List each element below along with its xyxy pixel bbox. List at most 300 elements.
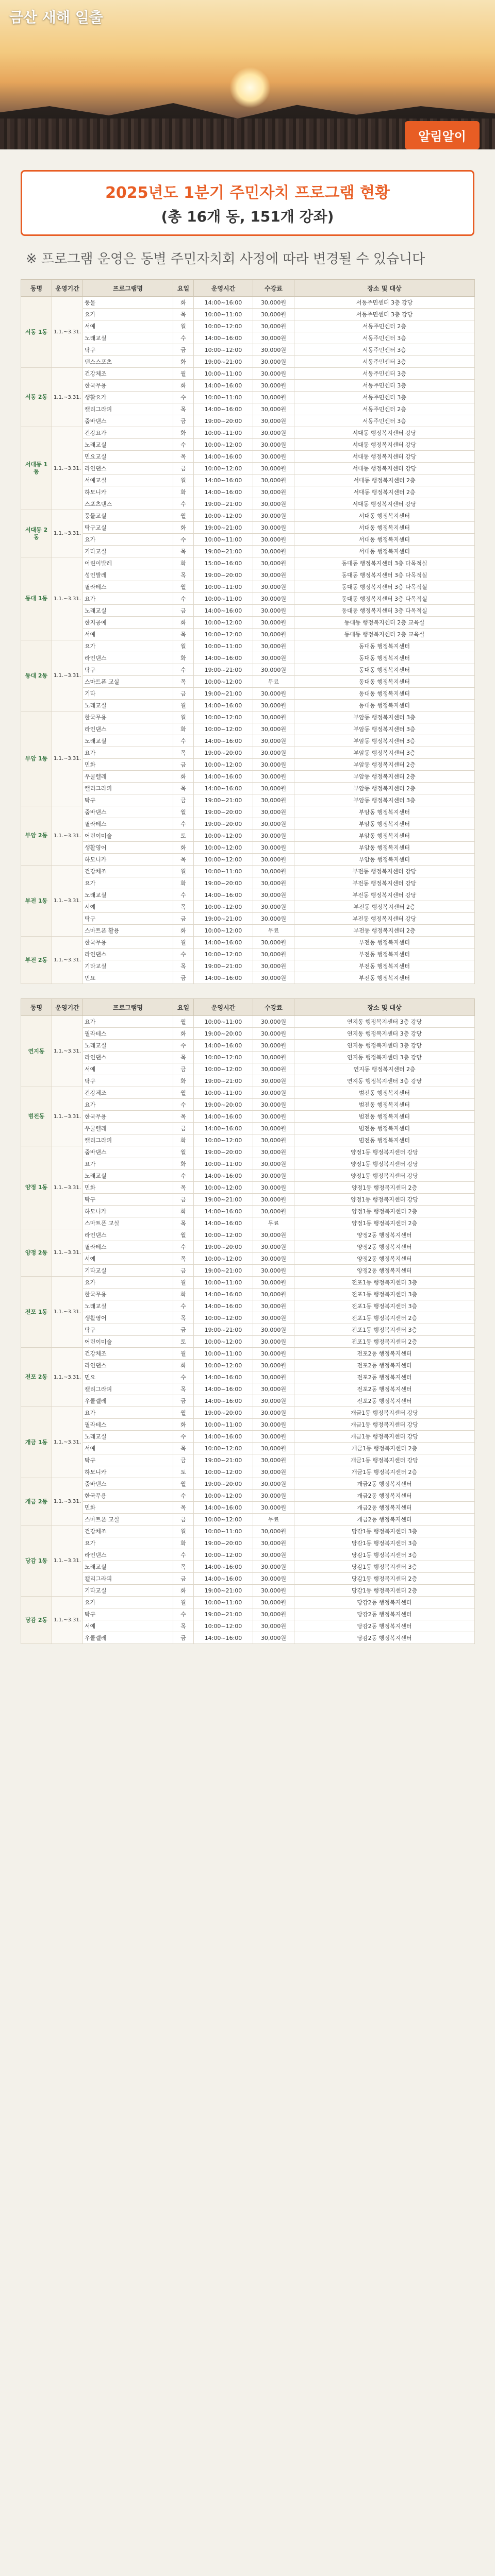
day-cell: 목: [173, 1182, 194, 1194]
day-cell: 월: [173, 866, 194, 877]
time-cell: 14:00~16:00: [194, 972, 253, 984]
program-name: 노래교실: [83, 889, 173, 901]
program-name: 노래교실: [83, 332, 173, 344]
area-name: 동대 1동: [21, 557, 52, 640]
time-cell: 19:00~21:00: [194, 664, 253, 676]
fee-cell: 30,000원: [253, 960, 294, 972]
period-cell: 1.1.~3.31.: [52, 1526, 83, 1597]
day-cell: 월: [173, 1407, 194, 1419]
fee-cell: 30,000원: [253, 1383, 294, 1395]
table-row: [21, 392, 475, 403]
table-row: [21, 1395, 475, 1407]
day-cell: 수: [173, 1371, 194, 1383]
time-cell: 14:00~16:00: [194, 403, 253, 415]
location-cell: 전포1동 행정복지센터 3층: [294, 1277, 475, 1289]
table-row: [21, 1194, 475, 1206]
fee-cell: 30,000원: [253, 806, 294, 818]
fee-cell: 30,000원: [253, 486, 294, 498]
time-cell: 10:00~11:00: [194, 1419, 253, 1431]
time-cell: 10:00~12:00: [194, 1443, 253, 1454]
program-name: 요가: [83, 1407, 173, 1419]
program-name: 라인댄스: [83, 1360, 173, 1371]
fee-cell: 30,000원: [253, 1336, 294, 1348]
program-name: 서예: [83, 1253, 173, 1265]
time-cell: 19:00~21:00: [194, 1075, 253, 1087]
time-cell: 19:00~20:00: [194, 747, 253, 759]
table-row: [21, 1514, 475, 1526]
time-cell: 14:00~16:00: [194, 1502, 253, 1514]
table-row: [21, 1348, 475, 1360]
day-cell: 월: [173, 1478, 194, 1490]
day-cell: 목: [173, 1052, 194, 1063]
day-cell: 화: [173, 297, 194, 309]
program-name: 기타: [83, 688, 173, 700]
fee-cell: 30,000원: [253, 1158, 294, 1170]
table-row: [21, 1454, 475, 1466]
period-cell: 1.1.~3.31.: [52, 510, 83, 557]
location-cell: 당감1동 행정복지센터 2층: [294, 1585, 475, 1597]
period-cell: 1.1.~3.31.: [52, 1407, 83, 1478]
location-cell: 부전동 행정복지센터 강당: [294, 866, 475, 877]
time-cell: 14:00~16:00: [194, 474, 253, 486]
day-cell: 수: [173, 1490, 194, 1502]
program-name: 노래교실: [83, 1431, 173, 1443]
time-cell: 10:00~11:00: [194, 866, 253, 877]
fee-cell: 30,000원: [253, 1360, 294, 1371]
table-row: [21, 546, 475, 557]
day-cell: 금: [173, 605, 194, 617]
table-row: [21, 1241, 475, 1253]
location-cell: 부암동 행정복지센터: [294, 806, 475, 818]
program-name: 필라테스: [83, 1419, 173, 1431]
day-cell: 수: [173, 1170, 194, 1182]
time-cell: 19:00~20:00: [194, 1099, 253, 1111]
time-cell: 10:00~12:00: [194, 925, 253, 937]
area-name: 동대 2동: [21, 640, 52, 711]
program-name: 건강체조: [83, 1526, 173, 1537]
fee-cell: 30,000원: [253, 1620, 294, 1632]
program-name: 하모니카: [83, 1466, 173, 1478]
location-cell: 당감2동 행정복지센터: [294, 1608, 475, 1620]
time-cell: 14:00~16:00: [194, 486, 253, 498]
area-name: 당감 1동: [21, 1526, 52, 1597]
program-name: 캘리그라피: [83, 403, 173, 415]
table-row: [21, 830, 475, 842]
table-row: [21, 1087, 475, 1099]
table-row: [21, 759, 475, 771]
fee-cell: 30,000원: [253, 1632, 294, 1644]
table-row: [21, 640, 475, 652]
period-cell: 1.1.~3.31.: [52, 1146, 83, 1229]
program-name: 한국무용: [83, 1289, 173, 1300]
program-name: 줌바댄스: [83, 415, 173, 427]
time-cell: 14:00~16:00: [194, 1123, 253, 1134]
program-name: 건강체조: [83, 368, 173, 380]
program-name: 노래교실: [83, 1040, 173, 1052]
location-cell: 개금1동 행정복지센터 2층: [294, 1443, 475, 1454]
fee-cell: 30,000원: [253, 1597, 294, 1608]
time-cell: 14:00~16:00: [194, 451, 253, 463]
time-cell: 10:00~12:00: [194, 1253, 253, 1265]
location-cell: 양정1동 행정복지센터 강당: [294, 1158, 475, 1170]
program-name: 캘리그라피: [83, 783, 173, 794]
day-cell: 수: [173, 332, 194, 344]
program-name: 스마트폰 활용: [83, 925, 173, 937]
table-row: [21, 723, 475, 735]
time-cell: 14:00~16:00: [194, 652, 253, 664]
table-row: [21, 1632, 475, 1644]
area-name: 서대동 2동: [21, 510, 52, 557]
table-row: [21, 1134, 475, 1146]
table-row: [21, 1561, 475, 1573]
day-cell: 목: [173, 1383, 194, 1395]
fee-cell: 30,000원: [253, 522, 294, 534]
day-cell: 수: [173, 392, 194, 403]
program-name: 요가: [83, 593, 173, 605]
fee-cell: 30,000원: [253, 581, 294, 593]
fee-cell: 30,000원: [253, 948, 294, 960]
fee-cell: 30,000원: [253, 629, 294, 640]
program-name: 스마트폰 교실: [83, 1217, 173, 1229]
program-name: 라인댄스: [83, 1229, 173, 1241]
table-row: [21, 1099, 475, 1111]
time-cell: 19:00~20:00: [194, 1146, 253, 1158]
day-cell: 월: [173, 1229, 194, 1241]
time-cell: 10:00~11:00: [194, 1016, 253, 1028]
location-cell: 부암동 행정복지센터 2층: [294, 771, 475, 783]
program-name: 한국무용: [83, 1490, 173, 1502]
time-cell: 14:00~16:00: [194, 297, 253, 309]
program-name: 탁구: [83, 344, 173, 356]
time-cell: 10:00~12:00: [194, 830, 253, 842]
location-cell: 개금1동 행정복지센터 강당: [294, 1431, 475, 1443]
time-cell: 10:00~11:00: [194, 593, 253, 605]
location-cell: 전포2동 행정복지센터: [294, 1371, 475, 1383]
time-cell: 10:00~12:00: [194, 711, 253, 723]
fee-cell: 30,000원: [253, 1490, 294, 1502]
location-cell: 양정1동 행정복지센터 강당: [294, 1194, 475, 1206]
time-cell: 14:00~16:00: [194, 1561, 253, 1573]
time-cell: 10:00~11:00: [194, 640, 253, 652]
time-cell: 10:00~12:00: [194, 1466, 253, 1478]
time-cell: 10:00~11:00: [194, 309, 253, 320]
fee-cell: 30,000원: [253, 1123, 294, 1134]
day-cell: 화: [173, 877, 194, 889]
program-name: 노래교실: [83, 1561, 173, 1573]
location-cell: 동대동 행정복지센터 3층 다목적실: [294, 581, 475, 593]
column-header: 운영기간: [52, 280, 83, 297]
program-name: 생활요가: [83, 392, 173, 403]
program-name: 라인댄스: [83, 1052, 173, 1063]
fee-cell: 30,000원: [253, 1431, 294, 1443]
table-row: [21, 1217, 475, 1229]
program-name: 노래교실: [83, 439, 173, 451]
location-cell: 범전동 행정복지센터: [294, 1087, 475, 1099]
location-cell: 양정1동 행정복지센터 강당: [294, 1170, 475, 1182]
table-row: [21, 1265, 475, 1277]
fee-cell: 30,000원: [253, 1253, 294, 1265]
fee-cell: 30,000원: [253, 1348, 294, 1360]
table-row: [21, 332, 475, 344]
program-name: 우쿨렐레: [83, 1395, 173, 1407]
program-name: 요가: [83, 1537, 173, 1549]
table-row: [21, 688, 475, 700]
program-name: 노래교실: [83, 1300, 173, 1312]
fee-cell: 30,000원: [253, 1585, 294, 1597]
table-row: [21, 948, 475, 960]
day-cell: 수: [173, 498, 194, 510]
location-cell: 서동주민센터 3층: [294, 368, 475, 380]
location-cell: 서동주민센터 3층: [294, 415, 475, 427]
day-cell: 월: [173, 368, 194, 380]
table-row: [21, 522, 475, 534]
period-cell: 1.1.~3.31.: [52, 806, 83, 866]
fee-cell: 30,000원: [253, 1549, 294, 1561]
fee-cell: 30,000원: [253, 356, 294, 368]
location-cell: 당감1동 행정복지센터 2층: [294, 1573, 475, 1585]
column-header: 운영기간: [52, 999, 83, 1016]
area-name: 서동 1동: [21, 297, 52, 368]
fee-cell: 30,000원: [253, 593, 294, 605]
time-cell: 10:00~12:00: [194, 629, 253, 640]
day-cell: 화: [173, 617, 194, 629]
table-row: [21, 1360, 475, 1371]
day-cell: 목: [173, 1561, 194, 1573]
period-cell: 1.1.~3.31.: [52, 1229, 83, 1277]
table-row: [21, 1336, 475, 1348]
time-cell: 19:00~20:00: [194, 415, 253, 427]
day-cell: 금: [173, 1063, 194, 1075]
fee-cell: 30,000원: [253, 617, 294, 629]
fee-cell: 무료: [253, 676, 294, 688]
time-cell: 10:00~12:00: [194, 617, 253, 629]
location-cell: 부암동 행정복지센터 3층: [294, 711, 475, 723]
time-cell: 19:00~21:00: [194, 1194, 253, 1206]
day-cell: 화: [173, 1158, 194, 1170]
day-cell: 금: [173, 1324, 194, 1336]
time-cell: 14:00~16:00: [194, 1573, 253, 1585]
time-cell: 10:00~12:00: [194, 439, 253, 451]
program-name: 한지공예: [83, 617, 173, 629]
day-cell: 수: [173, 1241, 194, 1253]
fee-cell: 30,000원: [253, 640, 294, 652]
program-table-2: [21, 998, 475, 1644]
table-row: [21, 877, 475, 889]
day-cell: 수: [173, 889, 194, 901]
table-row: [21, 937, 475, 948]
table-row: [21, 1206, 475, 1217]
day-cell: 금: [173, 415, 194, 427]
fee-cell: 30,000원: [253, 1099, 294, 1111]
location-cell: 부암동 행정복지센터 2층: [294, 759, 475, 771]
program-name: 생활영어: [83, 1312, 173, 1324]
program-name: 줌바댄스: [83, 1146, 173, 1158]
location-cell: 동대동 행정복지센터: [294, 640, 475, 652]
fee-cell: 30,000원: [253, 723, 294, 735]
location-cell: 동대동 행정복지센터 2층 교육실: [294, 617, 475, 629]
fee-cell: 30,000원: [253, 1312, 294, 1324]
program-name: 탁구: [83, 664, 173, 676]
day-cell: 월: [173, 1146, 194, 1158]
location-cell: 연지동 행정복지센터 2층: [294, 1063, 475, 1075]
day-cell: 월: [173, 1087, 194, 1099]
location-cell: 전포2동 행정복지센터: [294, 1360, 475, 1371]
location-cell: 부전동 행정복지센터 강당: [294, 889, 475, 901]
area-name: 양정 1동: [21, 1146, 52, 1229]
column-header: 운영시간: [194, 999, 253, 1016]
day-cell: 금: [173, 1573, 194, 1585]
table-row: [21, 1608, 475, 1620]
fee-cell: 30,000원: [253, 688, 294, 700]
fee-cell: 30,000원: [253, 747, 294, 759]
day-cell: 수: [173, 1549, 194, 1561]
table-row: [21, 842, 475, 854]
fee-cell: 30,000원: [253, 889, 294, 901]
table-row: [21, 806, 475, 818]
day-cell: 토: [173, 1466, 194, 1478]
fee-cell: 30,000원: [253, 1087, 294, 1099]
program-name: 서예: [83, 320, 173, 332]
program-name: 탁구: [83, 794, 173, 806]
time-cell: 10:00~11:00: [194, 1348, 253, 1360]
program-name: 캘리그라피: [83, 1134, 173, 1146]
time-cell: 19:00~21:00: [194, 1585, 253, 1597]
time-cell: 19:00~20:00: [194, 818, 253, 830]
time-cell: 10:00~11:00: [194, 534, 253, 546]
fee-cell: 30,000원: [253, 700, 294, 711]
table-row: [21, 474, 475, 486]
title-box: [21, 170, 474, 236]
time-cell: 19:00~21:00: [194, 1265, 253, 1277]
location-cell: 연지동 행정복지센터 3층 강당: [294, 1040, 475, 1052]
time-cell: 19:00~20:00: [194, 1407, 253, 1419]
day-cell: 금: [173, 1632, 194, 1644]
time-cell: 10:00~12:00: [194, 463, 253, 474]
table-row: [21, 534, 475, 546]
table-row: [21, 664, 475, 676]
table-row: [21, 676, 475, 688]
column-header: 운영시간: [194, 280, 253, 297]
location-cell: 전포1동 행정복지센터 2층: [294, 1312, 475, 1324]
program-name: 라인댄스: [83, 723, 173, 735]
period-cell: 1.1.~3.31.: [52, 711, 83, 806]
table-row: [21, 1016, 475, 1028]
day-cell: 금: [173, 688, 194, 700]
fee-cell: 30,000원: [253, 474, 294, 486]
fee-cell: 30,000원: [253, 830, 294, 842]
table-row: [21, 1063, 475, 1075]
table-row: [21, 960, 475, 972]
time-cell: 14:00~16:00: [194, 1632, 253, 1644]
day-cell: 월: [173, 581, 194, 593]
program-name: 댄스스포츠: [83, 356, 173, 368]
table-row: [21, 356, 475, 368]
time-cell: 19:00~21:00: [194, 356, 253, 368]
time-cell: 10:00~11:00: [194, 1526, 253, 1537]
program-name: 하모니카: [83, 1206, 173, 1217]
fee-cell: 30,000원: [253, 877, 294, 889]
location-cell: 동대동 행정복지센터: [294, 700, 475, 711]
location-cell: 부암동 행정복지센터: [294, 818, 475, 830]
day-cell: 금: [173, 1194, 194, 1206]
location-cell: 양정2동 행정복지센터: [294, 1241, 475, 1253]
day-cell: 금: [173, 913, 194, 925]
program-name: 풍물교실: [83, 510, 173, 522]
fee-cell: 무료: [253, 1514, 294, 1526]
day-cell: 월: [173, 510, 194, 522]
area-name: 서동 2동: [21, 368, 52, 427]
column-header: 요일: [173, 280, 194, 297]
fee-cell: 30,000원: [253, 1443, 294, 1454]
program-name: 탁구: [83, 1075, 173, 1087]
location-cell: 전포1동 행정복지센터 2층: [294, 1336, 475, 1348]
program-name: 하모니카: [83, 486, 173, 498]
location-cell: 범전동 행정복지센터: [294, 1134, 475, 1146]
time-cell: 14:00~16:00: [194, 1289, 253, 1300]
program-name: 라인댄스: [83, 1549, 173, 1561]
fee-cell: 30,000원: [253, 320, 294, 332]
time-cell: 19:00~20:00: [194, 1028, 253, 1040]
table-row: [21, 569, 475, 581]
time-cell: 19:00~20:00: [194, 569, 253, 581]
table-header-row: [21, 999, 475, 1016]
fee-cell: 30,000원: [253, 605, 294, 617]
area-name: 범전동: [21, 1087, 52, 1146]
fee-cell: 30,000원: [253, 652, 294, 664]
period-cell: 1.1.~3.31.: [52, 1597, 83, 1644]
day-cell: 금: [173, 972, 194, 984]
location-cell: 부암동 행정복지센터 3층: [294, 794, 475, 806]
day-cell: 토: [173, 1336, 194, 1348]
location-cell: 서대동 행정복지센터 강당: [294, 451, 475, 463]
time-cell: 14:00~16:00: [194, 1395, 253, 1407]
location-cell: 서동주민센터 2층: [294, 403, 475, 415]
program-name: 라인댄스: [83, 652, 173, 664]
program-name: 노래교실: [83, 700, 173, 711]
location-cell: 서동주민센터 3층: [294, 356, 475, 368]
table-header-row: [21, 280, 475, 297]
program-name: 요가: [83, 1277, 173, 1289]
day-cell: 화: [173, 1585, 194, 1597]
program-name: 요가: [83, 1597, 173, 1608]
time-cell: 10:00~11:00: [194, 1158, 253, 1170]
day-cell: 목: [173, 1217, 194, 1229]
program-name: 서예: [83, 1620, 173, 1632]
area-name: 전포 1동: [21, 1277, 52, 1348]
fee-cell: 30,000원: [253, 1134, 294, 1146]
program-name: 노래교실: [83, 735, 173, 747]
column-header: 동명: [21, 280, 52, 297]
fee-cell: 30,000원: [253, 913, 294, 925]
table-row: [21, 557, 475, 569]
fee-cell: 30,000원: [253, 1419, 294, 1431]
program-name: 하모니카: [83, 854, 173, 866]
day-cell: 월: [173, 711, 194, 723]
time-cell: 14:00~16:00: [194, 1431, 253, 1443]
location-cell: 연지동 행정복지센터 3층 강당: [294, 1016, 475, 1028]
fee-cell: 30,000원: [253, 1289, 294, 1300]
location-cell: 당감1동 행정복지센터 3층: [294, 1561, 475, 1573]
time-cell: 19:00~21:00: [194, 546, 253, 557]
table-row: [21, 1182, 475, 1194]
table-row: [21, 1478, 475, 1490]
program-name: 필라테스: [83, 1241, 173, 1253]
fee-cell: 30,000원: [253, 1194, 294, 1206]
location-cell: 당감1동 행정복지센터 3층: [294, 1526, 475, 1537]
location-cell: 서동주민센터 2층: [294, 320, 475, 332]
program-name: 요가: [83, 640, 173, 652]
table-row: [21, 380, 475, 392]
